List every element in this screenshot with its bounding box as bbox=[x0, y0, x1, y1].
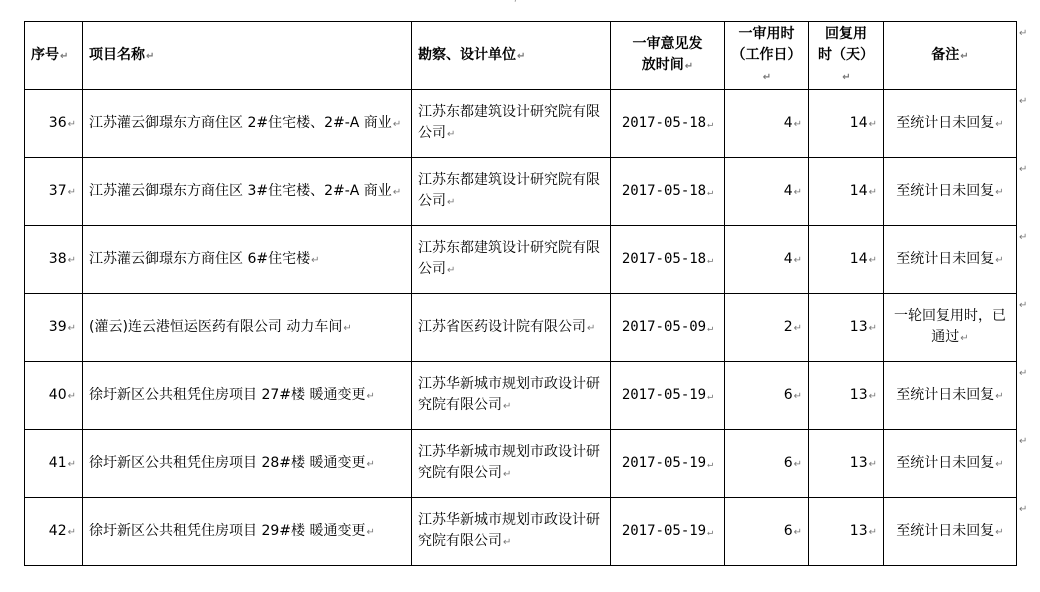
cell-first-review-date bbox=[611, 90, 725, 158]
cell-design-unit bbox=[412, 294, 611, 362]
cell-design-unit-text: 江苏华新城市规划市政设计研究院有限公司 bbox=[418, 512, 600, 549]
cell-first-review-date-text: 2017-05-18 bbox=[621, 250, 707, 267]
cell-first-review-date bbox=[611, 430, 725, 498]
cell-no-text: 41 bbox=[48, 454, 67, 471]
cell-end-mark: ↵ bbox=[311, 254, 320, 266]
cell-project-name bbox=[83, 226, 412, 294]
cell-end-mark: ↵ bbox=[67, 458, 76, 470]
cell-no bbox=[25, 158, 83, 226]
cell-no bbox=[25, 498, 83, 566]
row-end-mark: ↵ bbox=[1019, 368, 1028, 379]
cell-first-review-days bbox=[725, 158, 809, 226]
cell-first-review-days-text: 4 bbox=[783, 182, 793, 199]
cell-end-mark: ↵ bbox=[868, 526, 877, 538]
cell-first-review-date-text: 2017-05-18 bbox=[621, 114, 707, 131]
cell-reply-days-text: 14 bbox=[849, 250, 868, 267]
cell-end-mark: ↵ bbox=[447, 129, 456, 140]
header-unit: 勘察、设计单位↵ bbox=[412, 22, 611, 90]
cell-reply-days-text: 14 bbox=[849, 114, 868, 131]
cell-note bbox=[884, 158, 1017, 226]
cell-design-unit bbox=[412, 362, 611, 430]
cell-first-review-date bbox=[611, 226, 725, 294]
cell-reply-days-text: 13 bbox=[849, 318, 868, 335]
cell-no-text: 36 bbox=[48, 114, 67, 131]
cell-first-review-days bbox=[725, 430, 809, 498]
cell-end-mark: ↵ bbox=[366, 390, 375, 402]
header-no: 序号↵ bbox=[25, 22, 83, 90]
cell-end-mark: ↵ bbox=[995, 254, 1004, 266]
row-end-mark: ↵ bbox=[1019, 96, 1028, 107]
cell-reply-days-text: 13 bbox=[849, 454, 868, 471]
cell-first-review-date-text: 2017-05-19 bbox=[621, 454, 707, 471]
row-end-mark: ↵ bbox=[1019, 436, 1028, 447]
cell-first-review-days-text: 2 bbox=[783, 318, 793, 335]
cell-design-unit bbox=[412, 158, 611, 226]
cell-first-review-days-text: 4 bbox=[783, 114, 793, 131]
row-end-mark: ↵ bbox=[1019, 300, 1028, 311]
cell-project-name-text: 徐圩新区公共租凭住房项目 29#楼 暖通变更 bbox=[89, 522, 366, 539]
cell-project-name bbox=[83, 90, 412, 158]
cell-end-mark: ↵ bbox=[707, 186, 714, 198]
cell-note-text: 至统计日未回复 bbox=[896, 522, 995, 539]
cell-end-mark: ↵ bbox=[793, 458, 802, 470]
cell-first-review-days-text: 6 bbox=[783, 386, 793, 403]
cell-no bbox=[25, 294, 83, 362]
header-name: 项目名称↵ bbox=[83, 22, 412, 90]
cell-design-unit-text: 江苏东都建筑设计研究院有限公司 bbox=[418, 172, 600, 209]
cell-design-unit bbox=[412, 226, 611, 294]
cell-first-review-days bbox=[725, 498, 809, 566]
table-row bbox=[25, 430, 1017, 498]
cell-project-name bbox=[83, 430, 412, 498]
table-row bbox=[25, 158, 1017, 226]
cell-end-mark: ↵ bbox=[707, 322, 714, 334]
row-end-mark: ↵ bbox=[1019, 232, 1028, 243]
cell-project-name-text: 江苏灌云御璟东方商住区 3#住宅楼、2#-A 商业 bbox=[89, 182, 392, 199]
row-end-mark: ↵ bbox=[1019, 164, 1028, 175]
cell-end-mark: ↵ bbox=[868, 186, 877, 198]
cell-note bbox=[884, 90, 1017, 158]
cell-first-review-days-text: 6 bbox=[783, 522, 793, 539]
cell-end-mark: ↵ bbox=[707, 526, 714, 538]
cell-reply-days bbox=[809, 362, 884, 430]
cell-no bbox=[25, 226, 83, 294]
cell-reply-days bbox=[809, 498, 884, 566]
cell-reply-days bbox=[809, 430, 884, 498]
cell-end-mark: ↵ bbox=[67, 186, 76, 198]
cell-end-mark: ↵ bbox=[67, 390, 76, 402]
page-top-mark: ‘ bbox=[514, 0, 517, 9]
cell-end-mark: ↵ bbox=[503, 537, 512, 548]
cell-no bbox=[25, 362, 83, 430]
cell-first-review-days bbox=[725, 294, 809, 362]
cell-end-mark: ↵ bbox=[960, 333, 969, 344]
cell-note-text: 至统计日未回复 bbox=[896, 386, 995, 403]
cell-design-unit-text: 江苏东都建筑设计研究院有限公司 bbox=[418, 240, 600, 277]
cell-end-mark: ↵ bbox=[868, 390, 877, 402]
cell-note-text: 一轮回复用时，已通过 bbox=[894, 308, 1006, 345]
cell-note-text: 至统计日未回复 bbox=[896, 114, 995, 131]
cell-reply-days bbox=[809, 158, 884, 226]
header-note: 备注↵ bbox=[884, 22, 1017, 90]
review-table bbox=[24, 21, 1017, 566]
cell-project-name-text: 徐圩新区公共租凭住房项目 27#楼 暖通变更 bbox=[89, 386, 366, 403]
cell-design-unit-text: 江苏东都建筑设计研究院有限公司 bbox=[418, 104, 600, 141]
cell-note bbox=[884, 430, 1017, 498]
cell-first-review-date bbox=[611, 362, 725, 430]
cell-first-review-date bbox=[611, 294, 725, 362]
cell-project-name bbox=[83, 158, 412, 226]
cell-end-mark: ↵ bbox=[343, 322, 352, 334]
cell-end-mark: ↵ bbox=[793, 322, 802, 334]
cell-end-mark: ↵ bbox=[793, 186, 802, 198]
cell-end-mark: ↵ bbox=[503, 401, 512, 412]
cell-end-mark: ↵ bbox=[995, 186, 1004, 198]
cell-end-mark: ↵ bbox=[793, 118, 802, 130]
cell-end-mark: ↵ bbox=[366, 458, 375, 470]
cell-end-mark: ↵ bbox=[868, 322, 877, 334]
cell-end-mark: ↵ bbox=[793, 526, 802, 538]
cell-project-name bbox=[83, 294, 412, 362]
cell-project-name-text: 徐圩新区公共租凭住房项目 28#楼 暖通变更 bbox=[89, 454, 366, 471]
cell-end-mark: ↵ bbox=[868, 458, 877, 470]
cell-project-name-text: 江苏灌云御璟东方商住区 2#住宅楼、2#-A 商业 bbox=[89, 114, 392, 131]
row-end-mark: ↵ bbox=[1019, 504, 1028, 515]
cell-first-review-date bbox=[611, 158, 725, 226]
cell-first-review-date bbox=[611, 498, 725, 566]
cell-end-mark: ↵ bbox=[707, 458, 714, 470]
cell-design-unit bbox=[412, 430, 611, 498]
cell-project-name bbox=[83, 362, 412, 430]
cell-first-review-days-text: 6 bbox=[783, 454, 793, 471]
cell-design-unit bbox=[412, 498, 611, 566]
table-row bbox=[25, 294, 1017, 362]
cell-no-text: 37 bbox=[48, 182, 67, 199]
cell-design-unit-text: 江苏省医药设计院有限公司 bbox=[418, 318, 586, 335]
header-days-first: 一审用时 （工作日）↵ bbox=[725, 22, 809, 90]
cell-first-review-date-text: 2017-05-19 bbox=[621, 386, 707, 403]
cell-end-mark: ↵ bbox=[707, 254, 714, 266]
cell-end-mark: ↵ bbox=[366, 526, 375, 538]
cell-note bbox=[884, 294, 1017, 362]
cell-reply-days bbox=[809, 294, 884, 362]
cell-end-mark: ↵ bbox=[995, 118, 1004, 130]
cell-end-mark: ↵ bbox=[995, 390, 1004, 402]
header-date: 一审意见发 放时间↵ bbox=[611, 22, 725, 90]
cell-end-mark: ↵ bbox=[707, 390, 714, 402]
cell-end-mark: ↵ bbox=[67, 322, 76, 334]
cell-note bbox=[884, 226, 1017, 294]
cell-first-review-date-text: 2017-05-09 bbox=[621, 318, 707, 335]
cell-end-mark: ↵ bbox=[793, 390, 802, 402]
cell-project-name bbox=[83, 498, 412, 566]
cell-first-review-days bbox=[725, 362, 809, 430]
cell-design-unit-text: 江苏华新城市规划市政设计研究院有限公司 bbox=[418, 376, 600, 413]
cell-note-text: 至统计日未回复 bbox=[896, 454, 995, 471]
cell-note-text: 至统计日未回复 bbox=[896, 250, 995, 267]
cell-end-mark: ↵ bbox=[447, 197, 456, 208]
cell-note bbox=[884, 498, 1017, 566]
cell-end-mark: ↵ bbox=[447, 265, 456, 276]
cell-end-mark: ↵ bbox=[67, 526, 76, 538]
cell-end-mark: ↵ bbox=[995, 526, 1004, 538]
cell-reply-days-text: 14 bbox=[849, 182, 868, 199]
cell-note bbox=[884, 362, 1017, 430]
cell-no-text: 39 bbox=[48, 318, 67, 335]
cell-no-text: 38 bbox=[48, 250, 67, 267]
header-days-reply: 回复用 时（天）↵ bbox=[809, 22, 884, 90]
cell-end-mark: ↵ bbox=[587, 322, 596, 334]
cell-note-text: 至统计日未回复 bbox=[896, 182, 995, 199]
cell-end-mark: ↵ bbox=[392, 186, 402, 198]
table-row bbox=[25, 498, 1017, 566]
cell-no bbox=[25, 90, 83, 158]
cell-end-mark: ↵ bbox=[392, 118, 402, 130]
table-row bbox=[25, 226, 1017, 294]
cell-end-mark: ↵ bbox=[868, 118, 877, 130]
cell-no bbox=[25, 430, 83, 498]
cell-no-text: 40 bbox=[48, 386, 67, 403]
cell-reply-days-text: 13 bbox=[849, 522, 868, 539]
cell-project-name-text: 江苏灌云御璟东方商住区 6#住宅楼 bbox=[89, 250, 311, 267]
header-row bbox=[25, 22, 1017, 90]
cell-end-mark: ↵ bbox=[67, 254, 76, 266]
cell-end-mark: ↵ bbox=[707, 118, 714, 130]
cell-first-review-days bbox=[725, 90, 809, 158]
cell-project-name-text: (灌云)连云港恒运医药有限公司 动力车间 bbox=[89, 318, 343, 335]
cell-end-mark: ↵ bbox=[793, 254, 802, 266]
cell-first-review-days bbox=[725, 226, 809, 294]
cell-end-mark: ↵ bbox=[67, 118, 76, 130]
row-end-mark: ↵ bbox=[1019, 28, 1028, 39]
cell-design-unit-text: 江苏华新城市规划市政设计研究院有限公司 bbox=[418, 444, 600, 481]
cell-end-mark: ↵ bbox=[503, 469, 512, 480]
cell-reply-days-text: 13 bbox=[849, 386, 868, 403]
cell-no-text: 42 bbox=[48, 522, 67, 539]
cell-end-mark: ↵ bbox=[995, 458, 1004, 470]
cell-reply-days bbox=[809, 226, 884, 294]
table-row bbox=[25, 362, 1017, 430]
cell-reply-days bbox=[809, 90, 884, 158]
cell-first-review-date-text: 2017-05-18 bbox=[621, 182, 707, 199]
cell-first-review-date-text: 2017-05-19 bbox=[621, 522, 707, 539]
cell-design-unit bbox=[412, 90, 611, 158]
table-row bbox=[25, 90, 1017, 158]
cell-end-mark: ↵ bbox=[868, 254, 877, 266]
cell-first-review-days-text: 4 bbox=[783, 250, 793, 267]
